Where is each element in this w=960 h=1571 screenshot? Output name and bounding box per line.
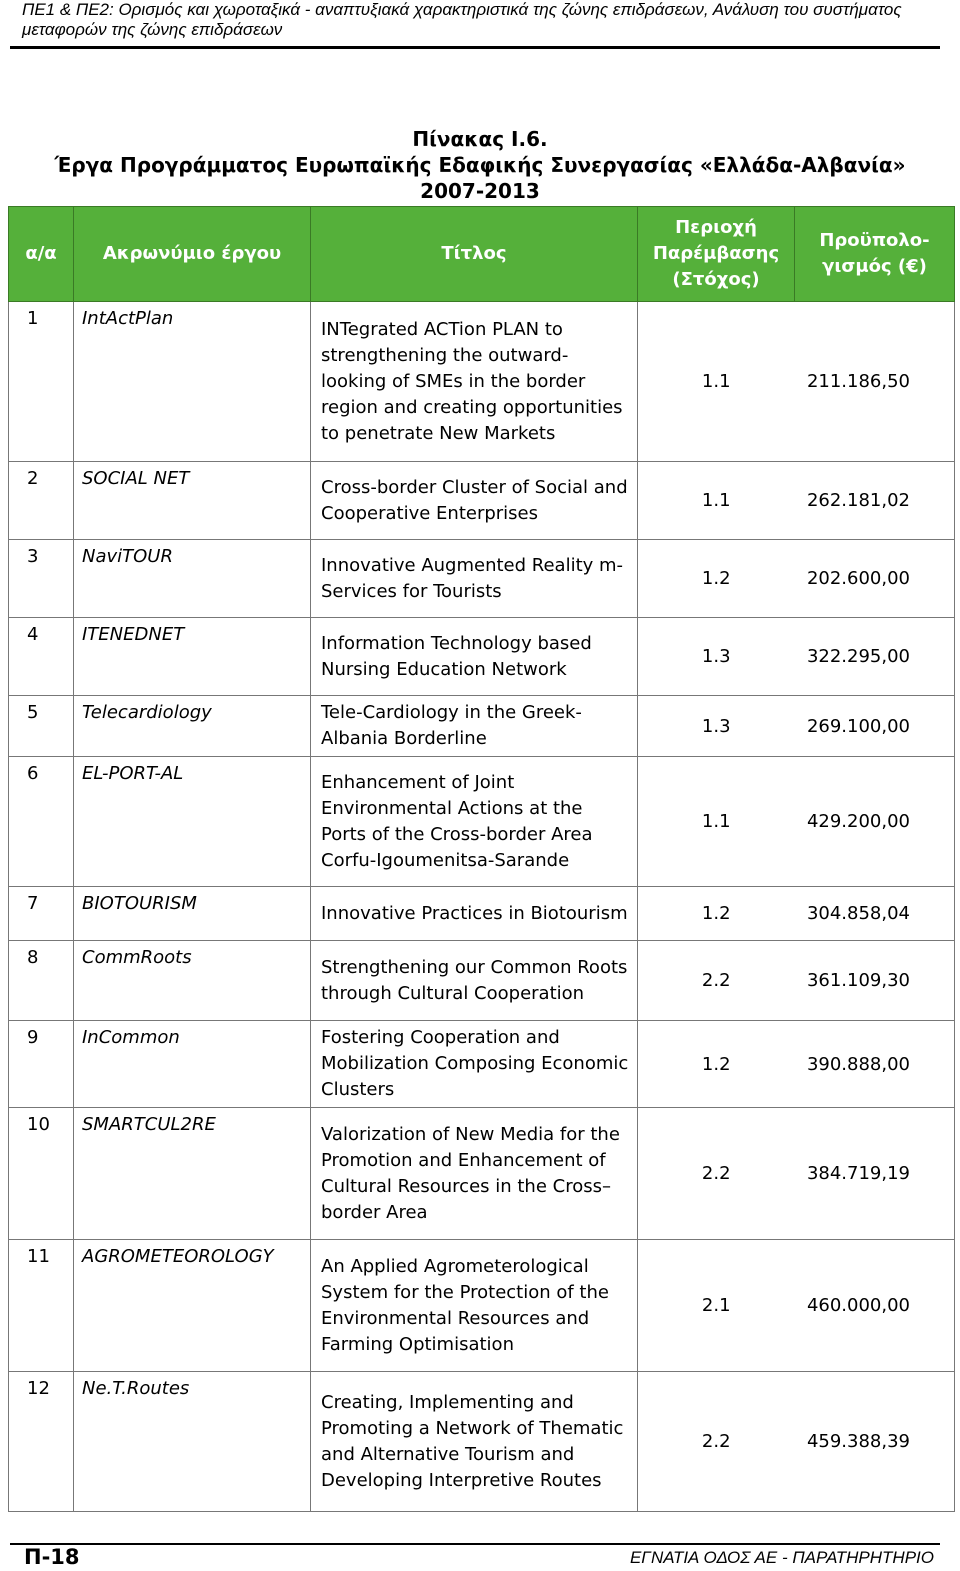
row-index: 3 xyxy=(9,540,74,618)
row-title: Innovative Augmented Reality m-Services for Tourists xyxy=(311,540,638,618)
row-title: An Applied Agrometerological System for the Protection of the Environmental Resources and Farming Optimisation xyxy=(311,1240,638,1372)
row-index: 12 xyxy=(9,1372,74,1512)
row-acronym: Telecardiology xyxy=(74,696,311,757)
row-acronym: CommRoots xyxy=(74,941,311,1021)
row-index: 6 xyxy=(9,757,74,887)
row-region: 2.2 xyxy=(638,941,795,1021)
row-index: 9 xyxy=(9,1021,74,1108)
table-row xyxy=(9,757,955,887)
header-rule xyxy=(10,46,940,49)
row-region: 2.2 xyxy=(638,1108,795,1240)
row-region: 1.2 xyxy=(638,540,795,618)
row-acronym: BIOTOURISM xyxy=(74,887,311,941)
row-title: INTegrated ACTion PLAN to strengthening the outward-looking of SMEs in the border region and creating opportunities to penetrate New Markets xyxy=(311,302,638,462)
projects-table xyxy=(8,206,955,1512)
row-index: 10 xyxy=(9,1108,74,1240)
col-header-title: Τίτλος xyxy=(311,207,638,302)
table-row xyxy=(9,941,955,1021)
table-row xyxy=(9,696,955,757)
row-title: Creating, Implementing and Promoting a Network of Thematic and Alternative Tourism and Developing Interpretive Routes xyxy=(311,1372,638,1512)
table-header-row xyxy=(9,207,955,302)
row-region: 1.2 xyxy=(638,887,795,941)
col-header-region: Περιοχή Παρέμβασης (Στόχος) xyxy=(638,207,795,302)
table-row xyxy=(9,1240,955,1372)
row-budget: 262.181,02 xyxy=(795,462,955,540)
col-header-acronym: Ακρωνύμιο έργου xyxy=(74,207,311,302)
col-header-index: α/α xyxy=(9,207,74,302)
row-budget: 202.600,00 xyxy=(795,540,955,618)
row-index: 5 xyxy=(9,696,74,757)
row-region: 1.2 xyxy=(638,1021,795,1108)
row-title: Information Technology based Nursing Education Network xyxy=(311,618,638,696)
page-number: Π-18 xyxy=(24,1545,80,1569)
row-budget: 211.186,50 xyxy=(795,302,955,462)
row-budget: 322.295,00 xyxy=(795,618,955,696)
row-title: Strengthening our Common Roots through Cultural Cooperation xyxy=(311,941,638,1021)
row-budget: 390.888,00 xyxy=(795,1021,955,1108)
row-region: 1.3 xyxy=(638,618,795,696)
col-header-budget: Προϋπολο-γισμός (€) xyxy=(795,207,955,302)
row-region: 1.3 xyxy=(638,696,795,757)
table-body xyxy=(9,302,955,1512)
table-row xyxy=(9,302,955,462)
footer-rule xyxy=(10,1543,940,1545)
row-title: Fostering Cooperation and Mobilization Composing Economic Clusters xyxy=(311,1021,638,1108)
row-acronym: ITENEDNET xyxy=(74,618,311,696)
row-index: 4 xyxy=(9,618,74,696)
row-budget: 429.200,00 xyxy=(795,757,955,887)
table-caption-title: Έργα Προγράμματος Ευρωπαϊκής Εδαφικής Συνεργασίας «Ελλάδα-Αλβανία» xyxy=(54,153,906,177)
row-title: Tele-Cardiology in the Greek-Albania Borderline xyxy=(311,696,638,757)
row-acronym: EL-PORT-AL xyxy=(74,757,311,887)
table-caption-label: Πίνακας Ι.6. xyxy=(412,127,548,151)
row-acronym: SOCIAL NET xyxy=(74,462,311,540)
row-title: Enhancement of Joint Environmental Actions at the Ports of the Cross-border Area Corfu-Igoumenitsa-Sarande xyxy=(311,757,638,887)
table-row xyxy=(9,462,955,540)
row-title: Cross-border Cluster of Social and Cooperative Enterprises xyxy=(311,462,638,540)
row-budget: 269.100,00 xyxy=(795,696,955,757)
running-header: ΠΕ1 & ΠΕ2: Ορισμός και χωροταξικά - αναπτυξιακά χαρακτηριστικά της ζώνης επιδράσεων, Ανάλυση του συστήματος μεταφορών της ζώνης επιδράσεων xyxy=(22,0,902,39)
table-row xyxy=(9,540,955,618)
row-index: 2 xyxy=(9,462,74,540)
row-region: 2.2 xyxy=(638,1372,795,1512)
table-row xyxy=(9,1108,955,1240)
row-acronym: AGROMETEOROLOGY xyxy=(74,1240,311,1372)
row-budget: 460.000,00 xyxy=(795,1240,955,1372)
row-index: 11 xyxy=(9,1240,74,1372)
row-title: Valorization of New Media for the Promotion and Enhancement of Cultural Resources in the Cross–border Area xyxy=(311,1108,638,1240)
row-acronym: NaviTOUR xyxy=(74,540,311,618)
row-region: 2.1 xyxy=(638,1240,795,1372)
table-row xyxy=(9,1021,955,1108)
table-row xyxy=(9,887,955,941)
row-region: 1.1 xyxy=(638,302,795,462)
row-acronym: IntActPlan xyxy=(74,302,311,462)
row-title: Innovative Practices in Biotourism xyxy=(311,887,638,941)
table-row xyxy=(9,618,955,696)
row-region: 1.1 xyxy=(638,757,795,887)
table-row xyxy=(9,1372,955,1512)
row-acronym: InCommon xyxy=(74,1021,311,1108)
row-index: 1 xyxy=(9,302,74,462)
row-index: 7 xyxy=(9,887,74,941)
row-region: 1.1 xyxy=(638,462,795,540)
publisher: ΕΓΝΑΤΙΑ ΟΔΟΣ ΑΕ - ΠΑΡΑΤΗΡΗΤΗΡΙΟ xyxy=(629,1548,934,1567)
row-acronym: SMARTCUL2RE xyxy=(74,1108,311,1240)
row-budget: 361.109,30 xyxy=(795,941,955,1021)
table-caption-period: 2007-2013 xyxy=(420,179,540,203)
row-budget: 459.388,39 xyxy=(795,1372,955,1512)
row-acronym: Ne.T.Routes xyxy=(74,1372,311,1512)
row-index: 8 xyxy=(9,941,74,1021)
row-budget: 304.858,04 xyxy=(795,887,955,941)
row-budget: 384.719,19 xyxy=(795,1108,955,1240)
